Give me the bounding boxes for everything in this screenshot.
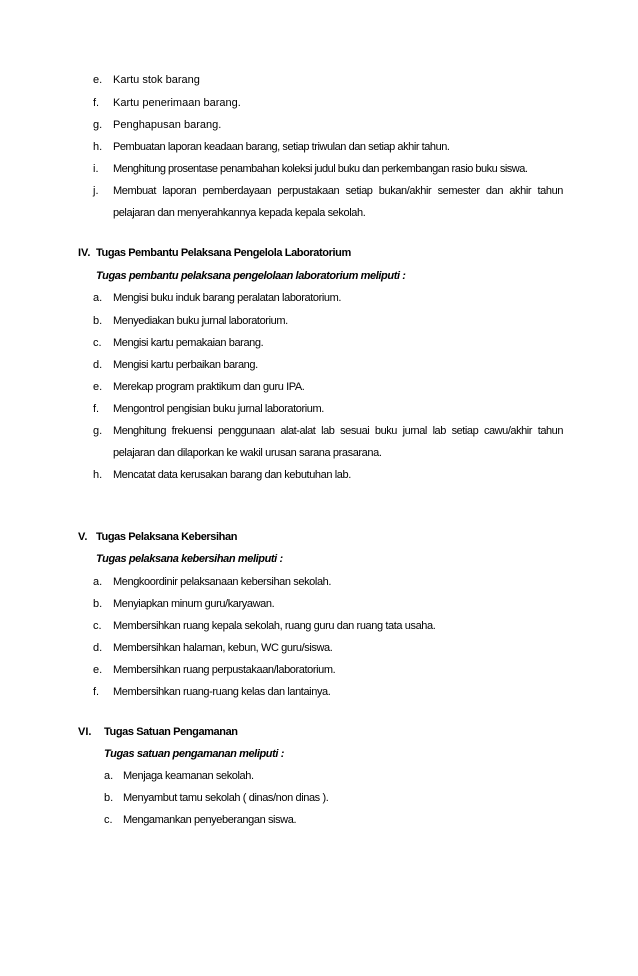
list-marker: b. bbox=[93, 598, 103, 610]
list-marker: a. bbox=[93, 292, 103, 304]
section-title: Tugas Satuan Pengamanan bbox=[104, 726, 238, 738]
list-marker: c. bbox=[93, 337, 102, 349]
list-item: Penghapusan barang. bbox=[113, 119, 222, 131]
list-marker: g. bbox=[93, 119, 103, 131]
section-number: VI. bbox=[78, 726, 92, 738]
list-item: Menyiapkan minum guru/karyawan. bbox=[113, 598, 275, 610]
section-title: Tugas Pelaksana Kebersihan bbox=[96, 531, 238, 543]
list-item: Menyediakan buku jurnal laboratorium. bbox=[113, 315, 288, 327]
list-item: Mengontrol pengisian buku jurnal laboratorium. bbox=[113, 403, 324, 415]
list-item: Mencatat data kerusakan barang dan kebutuhan lab. bbox=[113, 469, 351, 481]
list-item: Kartu stok barang bbox=[113, 74, 200, 86]
list-marker: b. bbox=[104, 792, 114, 804]
list-marker: h. bbox=[93, 469, 103, 481]
list-marker: e. bbox=[93, 381, 103, 393]
list-marker: j. bbox=[93, 185, 99, 197]
list-marker: a. bbox=[104, 770, 114, 782]
list-item: Mengisi buku induk barang peralatan laboratorium. bbox=[113, 292, 342, 304]
section-subtitle: Tugas pelaksana kebersihan meliputi : bbox=[96, 553, 283, 565]
list-marker: a. bbox=[93, 576, 103, 588]
list-item-continuation: pelajaran dan dilaporkan ke wakil urusan sarana prasarana. bbox=[113, 447, 382, 459]
list-item: Mengisi kartu perbaikan barang. bbox=[113, 359, 258, 371]
list-marker: f. bbox=[93, 686, 100, 698]
list-marker: c. bbox=[93, 620, 102, 632]
list-item: Kartu penerimaan barang. bbox=[113, 97, 241, 109]
list-marker: d. bbox=[93, 642, 103, 654]
list-item: Pembuatan laporan keadaan barang, setiap triwulan dan setiap akhir tahun. bbox=[113, 141, 450, 153]
list-marker: c. bbox=[104, 814, 113, 826]
list-item-continuation: pelajaran dan menyerahkannya kepada kepala sekolah. bbox=[113, 207, 366, 219]
list-item: Membersihkan halaman, kebun, WC guru/siswa. bbox=[113, 642, 333, 654]
section-subtitle: Tugas pembantu pelaksana pengelolaan laboratorium meliputi : bbox=[96, 270, 406, 282]
list-item: Mengkoordinir pelaksanaan kebersihan sekolah. bbox=[113, 576, 332, 588]
list-item: Membuat laporan pemberdayaan perpustakaan setiap bukan/akhir semester dan akhir tahun bbox=[113, 185, 563, 197]
list-marker: g. bbox=[93, 425, 103, 437]
list-item: Menghitung prosentase penambahan koleksi judul buku dan perkembangan rasio buku siswa. bbox=[113, 163, 528, 175]
section-number: IV. bbox=[78, 247, 91, 259]
list-item: Mengisi kartu pemakaian barang. bbox=[113, 337, 264, 349]
list-item: Membersihkan ruang kepala sekolah, ruang guru dan ruang tata usaha. bbox=[113, 620, 436, 632]
list-marker: h. bbox=[93, 141, 103, 153]
list-item: Membersihkan ruang-ruang kelas dan lantainya. bbox=[113, 686, 331, 698]
list-marker: f. bbox=[93, 403, 100, 415]
list-item: Merekap program praktikum dan guru IPA. bbox=[113, 381, 305, 393]
list-marker: e. bbox=[93, 74, 103, 86]
list-marker: b. bbox=[93, 315, 103, 327]
list-item: Mengamankan penyeberangan siswa. bbox=[123, 814, 297, 826]
list-marker: e. bbox=[93, 664, 103, 676]
section-subtitle: Tugas satuan pengamanan meliputi : bbox=[104, 748, 284, 760]
list-item: Menyambut tamu sekolah ( dinas/non dinas ). bbox=[123, 792, 329, 804]
list-marker: i. bbox=[93, 163, 99, 175]
section-number: V. bbox=[78, 531, 88, 543]
section-title: Tugas Pembantu Pelaksana Pengelola Laboratorium bbox=[96, 247, 351, 259]
list-item: Menjaga keamanan sekolah. bbox=[123, 770, 254, 782]
list-marker: f. bbox=[93, 97, 100, 109]
list-marker: d. bbox=[93, 359, 103, 371]
list-item: Membersihkan ruang perpustakaan/laboratorium. bbox=[113, 664, 336, 676]
list-item: Menghitung frekuensi penggunaan alat-alat lab sesuai buku jurnal lab setiap cawu/akhir tahun bbox=[113, 425, 563, 437]
